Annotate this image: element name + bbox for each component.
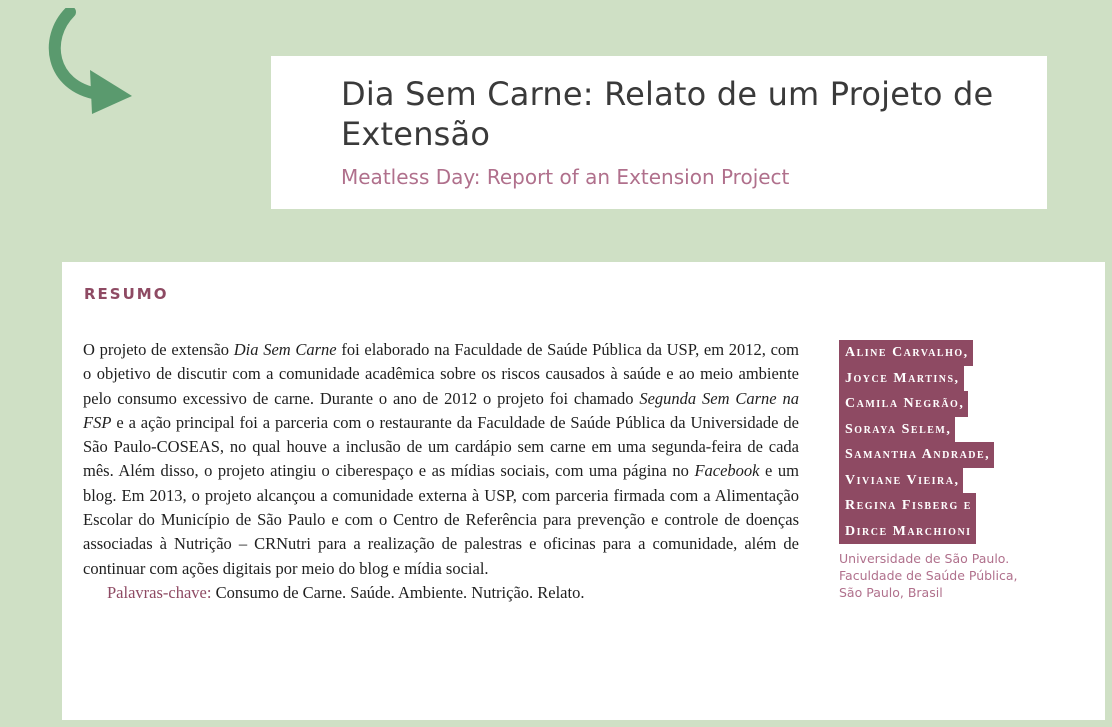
- abstract-text-2: foi elaborado na Faculdade de Saúde Pública da USP, em 2012, com o objetivo de discutir com a comunidade acadêmica sobre os riscos causados à saúde e ao meio ambiente pelo consumo excessivo de carne. Durante o ano de 2012 o projeto foi chamado: [83, 340, 799, 408]
- author-name: Joyce Martins,: [839, 366, 964, 392]
- title-box: [271, 56, 1047, 209]
- curved-arrow-icon: [40, 8, 140, 118]
- abstract-em-3: Facebook: [694, 461, 760, 481]
- author-name: Viviane Vieira,: [839, 468, 963, 494]
- keywords: [83, 581, 799, 605]
- author-name: Aline Carvalho,: [839, 340, 973, 366]
- page-subtitle: Meatless Day: Report of an Extension Project: [341, 165, 790, 189]
- author-name: Camila Negrão,: [839, 391, 968, 417]
- author-name: Dirce Marchioni: [839, 519, 976, 545]
- author-name: Soraya Selem,: [839, 417, 955, 443]
- abstract-heading: RESUMO: [84, 285, 169, 303]
- abstract-em-2: Segunda Sem Carne na FSP: [83, 388, 799, 432]
- affiliation-line: Universidade de São Paulo.: [839, 551, 1010, 566]
- keywords-text: Consumo de Carne. Saúde. Ambiente. Nutrição. Relato.: [211, 582, 585, 602]
- abstract-body: [83, 338, 799, 605]
- author-name: Samantha Andrade,: [839, 442, 994, 468]
- affiliation: [839, 550, 1069, 601]
- abstract-text-4: e um blog. Em 2013, o projeto alcançou a comunidade externa à USP, com parceria firmada com a Alimentação Escolar do Município de São Paulo e com o Centro de Referência para prevenção e controle de doenças associadas à Nutrição – CRNutri para a realização de palestras e oficinas para a comunidade, além de continuar com ações digitais por meio do blog e mídia social.: [83, 461, 799, 578]
- abstract-em-1: Dia Sem Carne: [233, 340, 337, 359]
- affiliation-line: São Paulo, Brasil: [839, 585, 943, 600]
- abstract-card: [62, 262, 1105, 720]
- author-name: Regina Fisberg e: [839, 493, 976, 519]
- page-title: Dia Sem Carne: Relato de um Projeto de Extensão: [341, 75, 994, 153]
- author-list: [839, 340, 1069, 601]
- abstract-text-1: O projeto de extensão: [83, 340, 234, 359]
- keywords-label: Palavras-chave:: [107, 582, 212, 602]
- abstract-text-3: e a ação principal foi a parceria com o restaurante da Faculdade de Saúde Pública da Universidade de São Paulo-COSEAS, no qual houve a inclusão de um cardápio sem carne em uma segunda-feira de cada mês. Além disso, o projeto atingiu o ciberespaço e as mídias sociais, com uma página no: [83, 412, 799, 481]
- abstract-paragraph: [83, 338, 799, 581]
- affiliation-line: Faculdade de Saúde Pública,: [839, 568, 1018, 583]
